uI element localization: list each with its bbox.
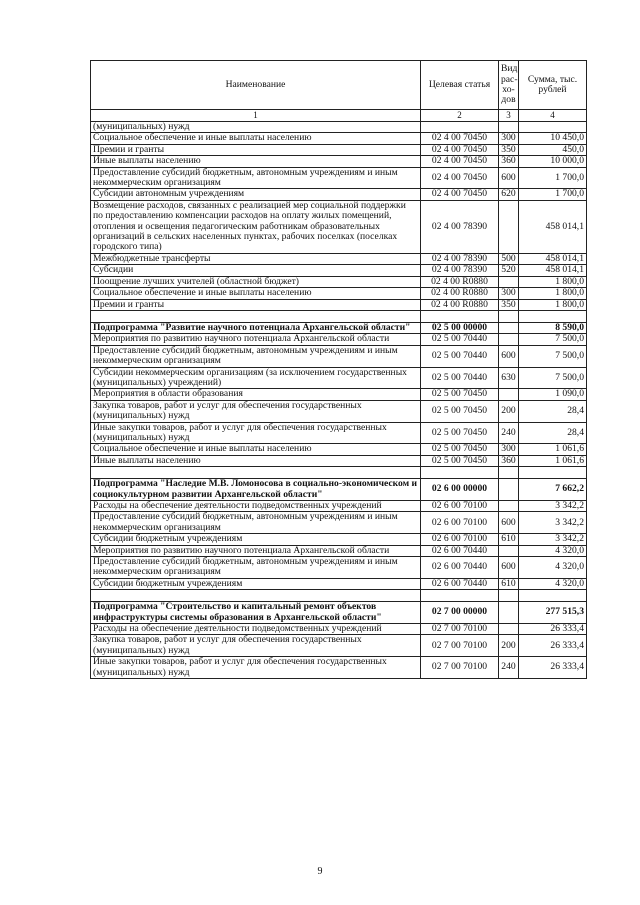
name-cell: Межбюджетные трансферты <box>91 253 421 264</box>
expense-type-cell <box>499 389 519 400</box>
sum-cell: 4 320,0 <box>519 545 587 556</box>
table-row <box>91 200 587 253</box>
table-row <box>91 422 587 444</box>
expense-type-cell: 620 <box>499 189 519 200</box>
expense-type-cell: 350 <box>499 299 519 310</box>
table-row <box>91 144 587 155</box>
sum-cell: 3 342,2 <box>519 501 587 512</box>
table-row <box>91 400 587 422</box>
header-code: Целевая статья <box>421 61 499 110</box>
name-cell: Субсидии <box>91 265 421 276</box>
expense-type-cell: 600 <box>499 345 519 367</box>
code-cell: 02 6 00 70100 <box>421 534 499 545</box>
table-row <box>91 557 587 579</box>
code-cell: 02 4 00 78390 <box>421 200 499 253</box>
name-cell: Премии и гранты <box>91 299 421 310</box>
table-row <box>91 276 587 287</box>
col-number: 4 <box>519 110 587 122</box>
sum-cell: 26 333,4 <box>519 624 587 635</box>
table-row <box>91 167 587 189</box>
table-row <box>91 299 587 310</box>
expense-type-cell: 200 <box>499 635 519 657</box>
sum-cell: 7 500,0 <box>519 334 587 345</box>
name-cell: Субсидии автономным учреждениям <box>91 189 421 200</box>
expense-type-cell <box>499 122 519 133</box>
expense-type-cell <box>499 545 519 556</box>
table-row <box>91 624 587 635</box>
sum-cell: 26 333,4 <box>519 657 587 679</box>
table-row <box>91 512 587 534</box>
code-cell: 02 6 00 70100 <box>421 512 499 534</box>
expense-type-cell: 350 <box>499 144 519 155</box>
name-cell: Иные закупки товаров, работ и услуг для обеспечения государственных (муниципальных) нужд <box>91 657 421 679</box>
table-row <box>91 444 587 455</box>
sum-cell: 1 700,0 <box>519 189 587 200</box>
code-cell: 02 5 00 70450 <box>421 444 499 455</box>
code-cell: 02 4 00 R0880 <box>421 288 499 299</box>
code-cell: 02 5 00 70450 <box>421 455 499 466</box>
table-row <box>91 578 587 589</box>
code-cell: 02 5 00 70440 <box>421 367 499 389</box>
table-row <box>91 635 587 657</box>
table-header-row <box>91 61 587 110</box>
sum-cell: 10 000,0 <box>519 156 587 167</box>
code-cell: 02 6 00 70440 <box>421 578 499 589</box>
table-row <box>91 122 587 133</box>
sum-cell: 8 590,0 <box>519 322 587 333</box>
name-cell: Социальное обеспечение и иные выплаты населению <box>91 133 421 144</box>
code-cell: 02 4 00 70450 <box>421 189 499 200</box>
name-cell: Субсидии бюджетным учреждениям <box>91 534 421 545</box>
table-row <box>91 545 587 556</box>
name-cell: Предоставление субсидий бюджетным, автономным учреждениям и иным некоммерческим организациям <box>91 167 421 189</box>
table-row <box>91 657 587 679</box>
expense-type-cell: 300 <box>499 133 519 144</box>
sum-cell: 3 342,2 <box>519 534 587 545</box>
spacer-row <box>91 467 587 479</box>
expense-type-cell <box>499 602 519 624</box>
subprogram-row <box>91 479 587 501</box>
sum-cell: 450,0 <box>519 144 587 155</box>
name-cell: Закупка товаров, работ и услуг для обеспечения государственных (муниципальных) нужд <box>91 635 421 657</box>
expense-type-cell: 360 <box>499 455 519 466</box>
table-row <box>91 189 587 200</box>
expense-type-cell: 600 <box>499 557 519 579</box>
name-cell: Поощрение лучших учителей (областной бюджет) <box>91 276 421 287</box>
column-number-row <box>91 110 587 122</box>
table-row <box>91 133 587 144</box>
col-number: 2 <box>421 110 499 122</box>
spacer-cell <box>519 467 587 479</box>
code-cell <box>421 122 499 133</box>
code-cell: 02 5 00 70440 <box>421 334 499 345</box>
name-cell: Социальное обеспечение и иные выплаты населению <box>91 444 421 455</box>
col-number: 3 <box>499 110 519 122</box>
expense-type-cell: 240 <box>499 657 519 679</box>
sum-cell: 28,4 <box>519 422 587 444</box>
subprogram-row <box>91 602 587 624</box>
name-cell: Мероприятия в области образования <box>91 389 421 400</box>
name-cell: Иные выплаты населению <box>91 156 421 167</box>
code-cell: 02 6 00 00000 <box>421 479 499 501</box>
header-vid: Вид рас- хо- дов <box>499 61 519 110</box>
table-row <box>91 334 587 345</box>
table-row <box>91 345 587 367</box>
spacer-cell <box>499 467 519 479</box>
sum-cell: 10 450,0 <box>519 133 587 144</box>
sum-cell: 26 333,4 <box>519 635 587 657</box>
sum-cell: 4 320,0 <box>519 578 587 589</box>
sum-cell: 1 700,0 <box>519 167 587 189</box>
table-row <box>91 534 587 545</box>
sum-cell: 3 342,2 <box>519 512 587 534</box>
expense-type-cell: 520 <box>499 265 519 276</box>
name-cell: Расходы на обеспечение деятельности подведомственных учреждений <box>91 624 421 635</box>
name-cell: Подпрограмма "Развитие научного потенциала Архангельской области" <box>91 322 421 333</box>
sum-cell: 7 500,0 <box>519 367 587 389</box>
table-row <box>91 265 587 276</box>
page-number: 9 <box>317 866 323 877</box>
table-row <box>91 367 587 389</box>
spacer-cell <box>421 590 499 602</box>
name-cell: Иные закупки товаров, работ и услуг для обеспечения государственных (муниципальных) нужд <box>91 422 421 444</box>
header-name: Наименование <box>91 61 421 110</box>
sum-cell: 7 662,2 <box>519 479 587 501</box>
sum-cell: 4 320,0 <box>519 557 587 579</box>
name-cell: Подпрограмма "Строительство и капитальный ремонт объектов инфраструктуры системы образования в Архангельской области" <box>91 602 421 624</box>
expense-type-cell <box>499 200 519 253</box>
code-cell: 02 7 00 70100 <box>421 657 499 679</box>
table-row <box>91 455 587 466</box>
code-cell: 02 4 00 78390 <box>421 253 499 264</box>
spacer-row <box>91 590 587 602</box>
code-cell: 02 5 00 70450 <box>421 389 499 400</box>
spacer-cell <box>499 590 519 602</box>
sum-cell: 1 061,6 <box>519 444 587 455</box>
sum-cell: 458 014,1 <box>519 253 587 264</box>
code-cell: 02 4 00 70450 <box>421 167 499 189</box>
code-cell: 02 6 00 70440 <box>421 557 499 579</box>
name-cell: Социальное обеспечение и иные выплаты населению <box>91 288 421 299</box>
name-cell: Предоставление субсидий бюджетным, автономным учреждениям и иным некоммерческим организациям <box>91 345 421 367</box>
sum-cell: 458 014,1 <box>519 200 587 253</box>
sum-cell: 1 061,6 <box>519 455 587 466</box>
expense-type-cell: 600 <box>499 167 519 189</box>
code-cell: 02 7 00 70100 <box>421 624 499 635</box>
expense-type-cell <box>499 334 519 345</box>
spacer-cell <box>91 310 421 322</box>
expense-type-cell: 300 <box>499 444 519 455</box>
spacer-cell <box>519 310 587 322</box>
spacer-cell <box>421 310 499 322</box>
expense-type-cell <box>499 624 519 635</box>
col-number: 1 <box>91 110 421 122</box>
expense-type-cell: 600 <box>499 512 519 534</box>
spacer-row <box>91 310 587 322</box>
code-cell: 02 5 00 70440 <box>421 345 499 367</box>
sum-cell: 28,4 <box>519 400 587 422</box>
code-cell: 02 4 00 78390 <box>421 265 499 276</box>
spacer-cell <box>519 590 587 602</box>
code-cell: 02 4 00 R0880 <box>421 276 499 287</box>
name-cell: Мероприятия по развитию научного потенциала Архангельской области <box>91 334 421 345</box>
expense-type-cell: 240 <box>499 422 519 444</box>
table-body <box>91 122 587 679</box>
name-cell: Предоставление субсидий бюджетным, автономным учреждениям и иным некоммерческим организациям <box>91 512 421 534</box>
expense-type-cell <box>499 276 519 287</box>
code-cell: 02 4 00 70450 <box>421 156 499 167</box>
code-cell: 02 6 00 70100 <box>421 501 499 512</box>
spacer-cell <box>499 310 519 322</box>
name-cell: Закупка товаров, работ и услуг для обеспечения государственных (муниципальных) нужд <box>91 400 421 422</box>
expense-type-cell: 630 <box>499 367 519 389</box>
name-cell: Расходы на обеспечение деятельности подведомственных учреждений <box>91 501 421 512</box>
sum-cell: 1 090,0 <box>519 389 587 400</box>
code-cell: 02 7 00 00000 <box>421 602 499 624</box>
code-cell: 02 5 00 00000 <box>421 322 499 333</box>
budget-table <box>90 60 587 679</box>
name-cell: Предоставление субсидий бюджетным, автономным учреждениям и иным некоммерческим организациям <box>91 557 421 579</box>
expense-type-cell <box>499 501 519 512</box>
sum-cell: 277 515,3 <box>519 602 587 624</box>
expense-type-cell: 300 <box>499 288 519 299</box>
header-sum: Сумма, тыс. рублей <box>519 61 587 110</box>
expense-type-cell: 500 <box>499 253 519 264</box>
name-cell: Возмещение расходов, связанных с реализацией мер социальной поддержки по предоставлению компенсации расходов на оплату жилых помещений, отопления и освещения педагогическим работникам образовательных организаций в сельских населенных пунктах, рабочих поселках (поселках городского типа) <box>91 200 421 253</box>
sum-cell: 1 800,0 <box>519 288 587 299</box>
spacer-cell <box>91 467 421 479</box>
code-cell: 02 4 00 70450 <box>421 144 499 155</box>
code-cell: 02 7 00 70100 <box>421 635 499 657</box>
name-cell: (муниципальных) нужд <box>91 122 421 133</box>
table-row <box>91 156 587 167</box>
subprogram-row <box>91 322 587 333</box>
table-row <box>91 253 587 264</box>
spacer-cell <box>91 590 421 602</box>
name-cell: Субсидии бюджетным учреждениям <box>91 578 421 589</box>
expense-type-cell: 360 <box>499 156 519 167</box>
spacer-cell <box>421 467 499 479</box>
name-cell: Иные выплаты населению <box>91 455 421 466</box>
sum-cell: 458 014,1 <box>519 265 587 276</box>
name-cell: Субсидии некоммерческим организациям (за исключением государственных (муниципальных) учреждений) <box>91 367 421 389</box>
name-cell: Подпрограмма "Наследие М.В. Ломоносова в социально-экономическом и социокультурном развитии Архангельской области" <box>91 479 421 501</box>
sum-cell <box>519 122 587 133</box>
expense-type-cell: 610 <box>499 578 519 589</box>
name-cell: Премии и гранты <box>91 144 421 155</box>
name-cell: Мероприятия по развитию научного потенциала Архангельской области <box>91 545 421 556</box>
sum-cell: 1 800,0 <box>519 299 587 310</box>
table-row <box>91 288 587 299</box>
expense-type-cell: 200 <box>499 400 519 422</box>
code-cell: 02 5 00 70450 <box>421 422 499 444</box>
expense-type-cell <box>499 479 519 501</box>
table-row <box>91 501 587 512</box>
code-cell: 02 6 00 70440 <box>421 545 499 556</box>
expense-type-cell <box>499 322 519 333</box>
sum-cell: 1 800,0 <box>519 276 587 287</box>
code-cell: 02 4 00 R0880 <box>421 299 499 310</box>
code-cell: 02 5 00 70450 <box>421 400 499 422</box>
table-row <box>91 389 587 400</box>
code-cell: 02 4 00 70450 <box>421 133 499 144</box>
sum-cell: 7 500,0 <box>519 345 587 367</box>
expense-type-cell: 610 <box>499 534 519 545</box>
